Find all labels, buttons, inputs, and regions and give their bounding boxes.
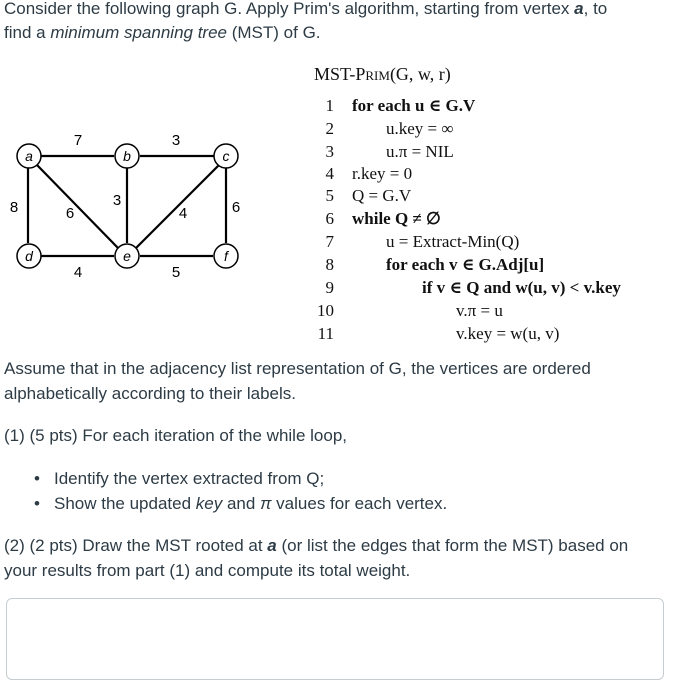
code-text: for each v ∈ G.Adj[u]	[386, 255, 545, 274]
code-text: while Q ≠ ∅	[352, 209, 441, 228]
algorithm-name: MST-Prim	[314, 64, 390, 84]
vertex-label-e: e	[123, 248, 131, 264]
weight-b-e: 3	[112, 192, 122, 209]
vertex-label-c: c	[222, 148, 230, 164]
vertex-label-a: a	[25, 148, 33, 164]
assumption-line-2: alphabetically according to their labels.	[4, 384, 297, 403]
list-item	[34, 491, 447, 516]
weight-a-d: 8	[9, 199, 19, 216]
weight-a-e: 6	[65, 205, 75, 222]
part2-line-2: your results from part (1) and compute its total weight.	[4, 561, 411, 580]
line-number: 5	[325, 186, 334, 205]
line-number: 6	[325, 209, 334, 228]
code-text: for each u ∈ G.V	[352, 96, 476, 115]
code-text: v.key = w(u, v)	[456, 324, 560, 343]
code-text: u.key = ∞	[386, 119, 454, 138]
part1-bullet-list	[34, 466, 447, 516]
intro-text-4: (MST) of G.	[227, 23, 321, 42]
code-text: u = Extract-Min(Q)	[386, 232, 520, 251]
line-number: 4	[325, 164, 334, 183]
part2-text-b: (or list the edges that form the MST) based on	[276, 536, 629, 555]
bullet-2-text-b: and	[222, 494, 261, 513]
vertex-label-f: f	[224, 248, 228, 264]
line-number: 2	[325, 119, 334, 138]
key-term: key	[195, 494, 223, 513]
weight-d-e: 4	[73, 264, 83, 281]
problem-intro	[4, 0, 684, 45]
intro-text-2: , to	[583, 0, 608, 18]
code-text: v.π = u	[456, 301, 503, 320]
code-text: if v ∈ Q and w(u, v) < v.key	[422, 278, 621, 297]
vertex-label-b: b	[123, 148, 131, 164]
code-text: r.key = 0	[352, 164, 413, 183]
intro-line-2	[4, 21, 684, 45]
weight-a-b: 7	[73, 132, 83, 149]
line-number: 10	[317, 301, 334, 320]
code-text: u.π = NIL	[386, 142, 454, 161]
graph-svg	[0, 120, 260, 290]
assumption-text	[4, 356, 591, 406]
line-number: 8	[325, 255, 334, 274]
algorithm-params: (G, w, r)	[389, 64, 451, 84]
intro-text-3: find a	[4, 23, 51, 42]
line-number: 1	[325, 96, 334, 115]
line-number: 7	[325, 232, 334, 251]
weight-c-e: 4	[178, 205, 188, 222]
algorithm-title	[314, 64, 451, 85]
part2-text	[4, 533, 628, 583]
assumption-line-1: Assume that in the adjacency list representation of G, the vertices are ordered	[4, 359, 591, 378]
code-text: Q = G.V	[352, 186, 412, 205]
bullet-2-text-a: Show the updated	[54, 494, 196, 513]
part1-heading: (1) (5 pts) For each iteration of the while loop,	[4, 426, 347, 445]
line-number: 3	[325, 142, 334, 161]
weight-b-c: 3	[171, 132, 181, 149]
root-vertex: a	[267, 536, 277, 555]
weight-c-f: 6	[231, 199, 241, 216]
weight-e-f: 5	[171, 264, 181, 281]
vertex-label-d: d	[25, 248, 33, 264]
bullet-1-text: Identify the vertex extracted from Q;	[54, 469, 325, 488]
line-number: 11	[317, 324, 334, 343]
mst-term: minimum spanning tree	[50, 23, 228, 42]
part2-text-a: (2) (2 pts) Draw the MST rooted at	[4, 536, 268, 555]
bullet-2-text-c: values for each vertex.	[271, 494, 448, 513]
line-number: 9	[325, 278, 334, 297]
edge-c-e	[136, 165, 219, 248]
pi-term: π	[260, 494, 272, 513]
intro-text-1: Consider the following graph G. Apply Prim's algorithm, starting from vertex	[4, 0, 575, 18]
start-vertex: a	[574, 0, 584, 18]
list-item	[34, 466, 447, 491]
graph-figure	[0, 120, 260, 290]
edge-a-e	[37, 165, 118, 248]
